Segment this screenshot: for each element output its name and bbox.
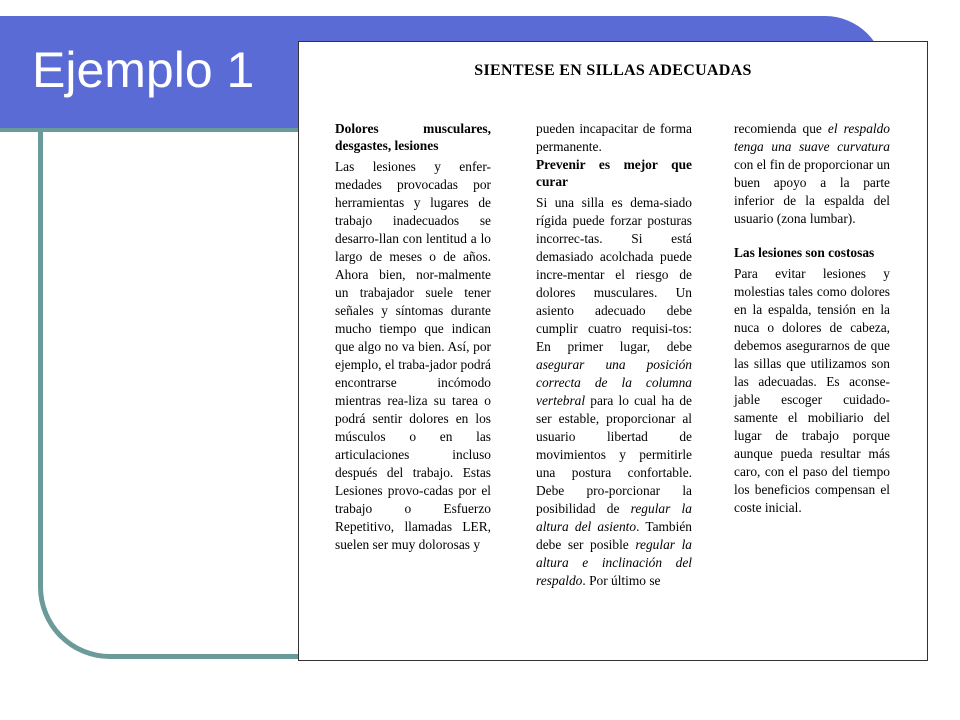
column-3-paragraph: Para evitar lesiones y molestias tales como dolores en la espalda, tensión en la nuca o dolores de cabeza, debemos asegurarnos de que las sillas que utilizamos son las adecuadas. Es aconse-jable escoger cuidado-samente el mobiliario del lugar de trabajo porque aunque pueda resultar más caro, con el paso del tiempo los beneficios compensan el coste inicial.: [734, 266, 890, 515]
italic-run: asegurar una posición correcta de la columna vertebral: [536, 357, 692, 408]
text-run: . También debe ser posible: [536, 519, 692, 552]
italic-run: regular la altura e inclinación del respaldo: [536, 537, 692, 588]
document-title: SIENTESE EN SILLAS ADECUADAS: [474, 62, 752, 79]
text-run: recomienda que: [734, 121, 828, 136]
text-run: para lo cual ha de ser estable, proporcionar al usuario libertad de movimientos y permitirle una postura confortable. Debe pro-porcionar la posibilidad de: [536, 393, 692, 516]
column-3-intro: [734, 120, 890, 228]
column-2-intro: pueden incapacitar de forma permanente.: [536, 121, 692, 154]
column-2-heading: Prevenir es mejor que curar: [536, 157, 692, 189]
document-column-1: [335, 120, 491, 554]
italic-run: el respaldo tenga una suave curvatura: [734, 121, 890, 154]
document-column-2: [536, 120, 692, 590]
text-run: . Por último se: [582, 573, 661, 588]
italic-run: regular la altura del asiento: [536, 501, 692, 534]
column-3-heading: Las lesiones son costosas: [734, 245, 875, 260]
column-1-paragraph: Las lesiones y enfer-medades provocadas por herramientas y lugares de trabajo inadecuados se desarro-llan con lentitud a lo largo de meses o de años. Ahora bien, nor-malmente un trabajador suele tener señales y síntomas durante mucho tiempo que indican que algo no va bien. Así, por ejemplo, el traba-jador podrá encontrarse incómodo mientras rea-liza su tarea o podrá sentir dolores en los músculos o en las articulaciones incluso después del trabajo. Estas Lesiones provo-cadas por el trabajo o Esfuerzo Repetitivo, llamadas LER, suelen ser muy dolorosas y: [335, 159, 491, 552]
column-2-paragraph: [536, 194, 692, 590]
document-column-3: [734, 120, 890, 517]
column-1-heading: Dolores musculares, desgastes, lesiones: [335, 121, 491, 153]
document-image: [298, 41, 928, 661]
slide-frame-curve: [38, 132, 338, 659]
text-run: con el fin de proporcionar un buen apoyo a la parte inferior de la espalda del usuario (zona lumbar).: [734, 157, 890, 226]
slide-title: Ejemplo 1: [32, 42, 255, 98]
text-run: Si una silla es dema-siado rígida puede forzar posturas incorrec-tas. Si está demasiado acolchada puede incre-mentar el riesgo de dolores musculares. Un asiento adecuado debe cumplir cuatro requisi-tos: En primer lugar, debe: [536, 195, 692, 354]
